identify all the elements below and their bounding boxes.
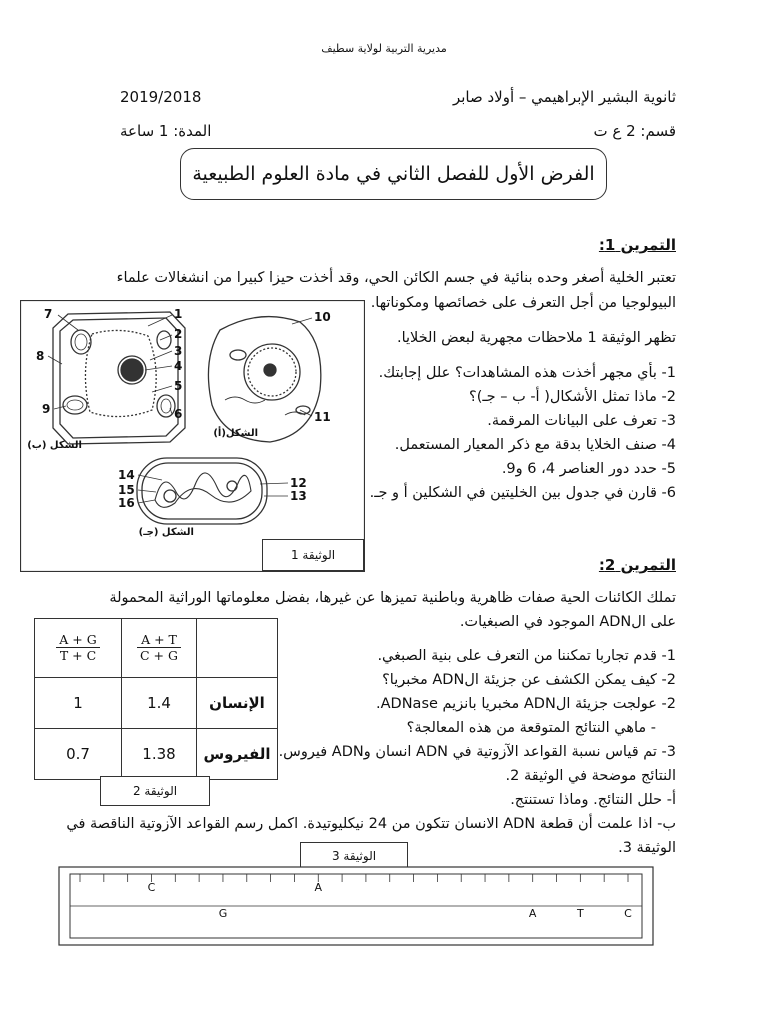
dna-strand-diagram xyxy=(58,866,654,946)
ex2-line-2: 2- كيف يمكن الكشف عن جزيئة الADN مخبريا؟ xyxy=(382,672,676,688)
ex2-line-6: النتائج موضحة في الوثيقة 2. xyxy=(505,768,676,784)
fig-label-c: الشكل (جـ) xyxy=(138,527,194,538)
table-row xyxy=(35,678,278,729)
school-name: ثانوية البشير الإبراهيمي – أولاد صابر xyxy=(452,88,676,106)
fig-num-12: 12 xyxy=(290,476,307,490)
ex1-question-2: 2- ماذا تمثل الأشكال( أ- ب – جـ)؟ xyxy=(469,389,676,405)
fig-num-2: 2 xyxy=(174,327,183,341)
human-ratio-2: 1.4 xyxy=(122,678,197,729)
table-row xyxy=(35,729,278,780)
exercise1-intro-line1: تعتبر الخلية أصغر وحده بنائية في جسم الكائن الحي، وقد أخذت حيزا كبيرا من انشغالات علماء xyxy=(116,270,676,286)
ex2-line-5: 3- تم قياس نسبة القواعد الآزوتية في ADN انسان وADN فيروس. xyxy=(278,744,676,760)
exercise2-intro-line1: تملك الكائنات الحية صفات ظاهرية وباطنية تميزها عن غيرها، بفضل معلوماتها الوراثية المحمولة xyxy=(109,590,676,606)
ratio-at-cg: $\frac{A + T}{C + G}$ xyxy=(137,632,181,664)
fig-label-b: الشكل (ب) xyxy=(27,440,82,451)
duration-label: المدة: 1 ساعة xyxy=(120,122,212,140)
fig-num-7: 7 xyxy=(44,307,53,321)
ex2-line-1: 1- قدم تجاربا تمكننا من التعرف على بنية الصبغي. xyxy=(377,648,676,664)
exercise1-heading: التمرين 1: xyxy=(598,236,676,254)
ex2-line-9: الوثيقة 3. xyxy=(618,840,676,856)
human-ratio-1: 1 xyxy=(35,678,122,729)
fig-num-11: 11 xyxy=(314,410,331,424)
ratio-ag-tc: $\frac{A + G}{T + C}$ xyxy=(56,632,99,664)
ex2-line-8: ب- اذا علمت أن قطعة ADN الانسان تتكون من 24 نيكليوتيدة. اكمل رسم القواعد الآزوتية الناقصة في xyxy=(66,816,676,832)
ex1-question-1: 1- بأي مجهر أخذت هذه المشاهدات؟ علل إجابتك. xyxy=(378,365,676,381)
virus-ratio-1: 0.7 xyxy=(35,729,122,780)
fig-num-5: 5 xyxy=(174,379,183,393)
cells-figure xyxy=(20,300,365,572)
ex1-question-6: 6- قارن في جدول بين الخليتين في الشكلين أ و جـ. xyxy=(369,485,676,501)
ex1-question-4: 4- صنف الخلايا بدقة مع ذكر المعيار المستعمل. xyxy=(394,437,676,453)
ex1-question-3: 3- تعرف على البيانات المرقمة. xyxy=(487,413,676,429)
fig-num-9: 9 xyxy=(42,402,51,416)
strand-bottom-base: C xyxy=(624,907,632,920)
strand-top-base: C xyxy=(147,881,156,894)
fig-label-a: الشكل(أ) xyxy=(213,428,258,439)
document-3-label: الوثيقة 3 xyxy=(300,842,408,870)
row-label-virus: الفيروس xyxy=(197,729,278,780)
strand-bottom-base: T xyxy=(576,907,584,920)
fig-num-3: 3 xyxy=(174,344,183,358)
virus-ratio-2: 1.38 xyxy=(122,729,197,780)
strand-bottom-base: A xyxy=(528,907,537,920)
strand-top-base: A xyxy=(314,881,323,894)
exercise2-heading: التمرين 2: xyxy=(598,556,676,574)
ex1-question-5: 5- حدد دور العناصر 4، 6 و9. xyxy=(501,461,676,477)
fig-num-4: 4 xyxy=(174,359,183,373)
fig-num-1: 1 xyxy=(174,307,183,321)
fig-num-6: 6 xyxy=(174,407,183,421)
document-2-label: الوثيقة 2 xyxy=(100,776,210,806)
base-ratio-table xyxy=(34,618,278,780)
document-1-label: الوثيقة 1 xyxy=(262,539,364,571)
fig-num-8: 8 xyxy=(36,349,45,363)
ex2-line-4: - ماهي النتائج المتوقعة من هذه المعالجة؟ xyxy=(406,720,656,736)
row-label-human: الإنسان xyxy=(197,678,278,729)
fig-num-10: 10 xyxy=(314,310,331,324)
strand-bottom-base: G xyxy=(218,907,228,920)
school-year: 2019/2018 xyxy=(120,88,202,106)
page-title: الفرض الأول للفصل الثاني في مادة العلوم الطبيعية xyxy=(180,148,607,200)
ex2-line-3: 2- عولجت جزيئة الADN مخبريا بانزيم ADNase. xyxy=(376,696,676,712)
directorate-line: مديرية التربية لولاية سطيف xyxy=(321,42,447,55)
fig-num-14: 14 xyxy=(118,468,135,482)
fig-num-13: 13 xyxy=(290,489,307,503)
exercise1-intro-line3: تظهر الوثيقة 1 ملاحظات مجهرية لبعض الخلايا. xyxy=(396,330,676,346)
class-label: قسم: 2 ع ت xyxy=(593,122,676,140)
fig-num-15: 15 xyxy=(118,483,135,497)
exercise1-intro-line2: البيولوجيا من أجل التعرف على خصائصها ومكوناتها. xyxy=(370,295,676,311)
exercise2-intro-line2: على الADN الموجود في الصبغيات. xyxy=(459,614,676,630)
fig-num-16: 16 xyxy=(118,496,135,510)
ex2-line-7: أ- حلل النتائج. وماذا تستنتج. xyxy=(510,792,676,808)
